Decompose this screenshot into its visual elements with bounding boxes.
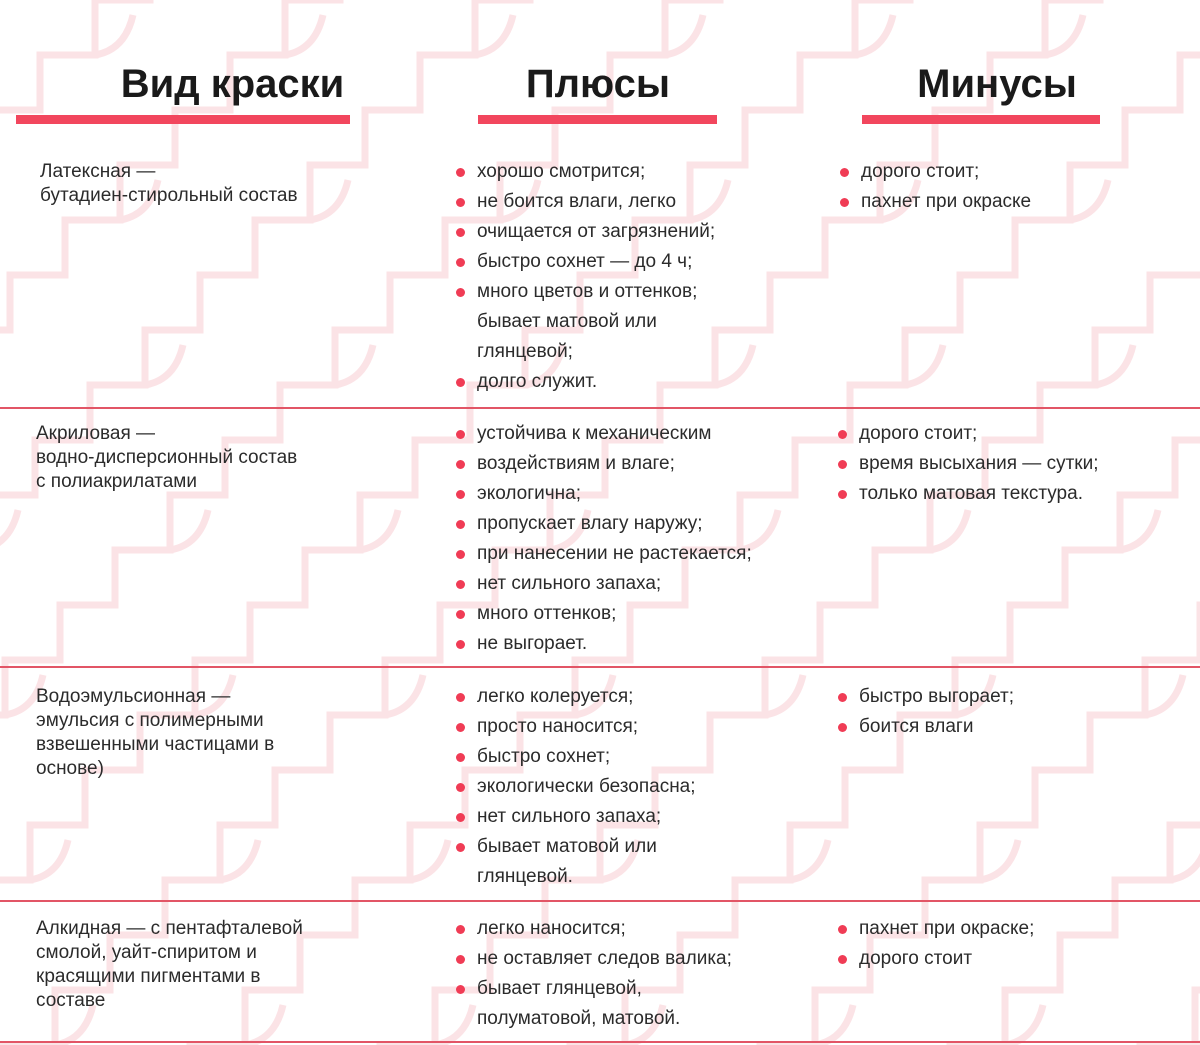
list-item bbox=[838, 914, 1034, 944]
list-item-text: много цветов и оттенков; bbox=[477, 281, 698, 302]
pros-list bbox=[456, 914, 732, 1034]
bullet-dot-icon bbox=[456, 378, 465, 387]
list-item bbox=[456, 974, 732, 1004]
list-item bbox=[456, 569, 752, 599]
list-item bbox=[456, 682, 696, 712]
list-item-text: пропускает влагу наружу; bbox=[477, 513, 703, 534]
list-item-text: пахнет при окраске; bbox=[859, 918, 1035, 939]
list-item-text: быстро сохнет — до 4 ч; bbox=[477, 251, 693, 272]
bullet-dot-icon bbox=[456, 925, 465, 934]
list-item bbox=[456, 157, 715, 187]
list-item bbox=[456, 187, 715, 217]
bullet-dot-icon bbox=[456, 955, 465, 964]
bullet-dot-icon bbox=[838, 723, 847, 732]
list-item-text: боится влаги bbox=[859, 716, 974, 737]
bullet-dot-icon bbox=[456, 783, 465, 792]
list-item-text: бывает матовой или bbox=[477, 836, 657, 857]
bullet-dot-icon bbox=[456, 198, 465, 207]
list-item bbox=[456, 944, 732, 974]
list-item bbox=[456, 367, 715, 397]
bullet-dot-icon bbox=[456, 693, 465, 702]
list-item-text: при нанесении не растекается; bbox=[477, 543, 752, 564]
row-divider bbox=[0, 407, 1200, 409]
list-item bbox=[456, 772, 696, 802]
paint-type-cell: Алкидная — с пентафталевой смолой, уайт-спиритом и красящими пигментами в составе bbox=[36, 918, 303, 1011]
list-item-text: воздействиям и влаге; bbox=[477, 453, 675, 474]
list-item bbox=[456, 862, 696, 892]
list-item-text: бывает матовой или bbox=[477, 311, 657, 332]
list-item-text: просто наносится; bbox=[477, 716, 639, 737]
list-item bbox=[456, 1004, 732, 1034]
list-item-text: очищается от загрязнений; bbox=[477, 221, 716, 242]
list-item-text: глянцевой. bbox=[477, 866, 573, 887]
bullet-dot-icon bbox=[456, 550, 465, 559]
pros-list bbox=[456, 419, 752, 659]
bullet-dot-icon bbox=[838, 460, 847, 469]
list-item bbox=[456, 479, 752, 509]
list-item-text: легко колеруется; bbox=[477, 686, 634, 707]
list-item bbox=[838, 712, 1014, 742]
list-item bbox=[838, 944, 1034, 974]
list-item bbox=[456, 419, 752, 449]
bullet-dot-icon bbox=[456, 985, 465, 994]
list-item-text: не выгорает. bbox=[477, 633, 588, 654]
column-header-pros: Плюсы bbox=[525, 62, 671, 106]
column-header-type: Вид краски bbox=[120, 62, 345, 106]
list-item-text: глянцевой; bbox=[477, 341, 573, 362]
bullet-dot-icon bbox=[456, 430, 465, 439]
list-item-text: дорого стоит bbox=[859, 948, 973, 969]
bullet-dot-icon bbox=[838, 693, 847, 702]
bullet-dot-icon bbox=[838, 925, 847, 934]
bullet-dot-icon bbox=[456, 723, 465, 732]
cons-list bbox=[838, 682, 1014, 742]
bullet-dot-icon bbox=[456, 580, 465, 589]
pros-list bbox=[456, 157, 715, 397]
list-item-text: устойчива к механическим bbox=[477, 423, 712, 444]
list-item bbox=[456, 539, 752, 569]
list-item-text: полуматовой, матовой. bbox=[477, 1008, 681, 1029]
list-item-text: только матовая текстура. bbox=[859, 483, 1083, 504]
list-item-text: быстро выгорает; bbox=[859, 686, 1015, 707]
list-item-text: бывает глянцевой, bbox=[477, 978, 642, 999]
list-item-text: легко наносится; bbox=[477, 918, 626, 939]
bullet-dot-icon bbox=[456, 258, 465, 267]
paint-type-cell: Акриловая — водно-дисперсионный состав с полиакрилатами bbox=[36, 423, 298, 492]
list-item-text: пахнет при окраске bbox=[861, 191, 1032, 212]
bullet-dot-icon bbox=[456, 753, 465, 762]
list-item bbox=[456, 629, 752, 659]
bullet-dot-icon bbox=[456, 168, 465, 177]
list-item bbox=[456, 509, 752, 539]
list-item-text: дорого стоит; bbox=[861, 161, 980, 182]
list-item-text: долго служит. bbox=[477, 371, 598, 392]
bullet-dot-icon bbox=[840, 198, 849, 207]
bullet-dot-icon bbox=[456, 228, 465, 237]
list-item bbox=[456, 742, 696, 772]
list-item-text: быстро сохнет; bbox=[477, 746, 611, 767]
list-item-text: не оставляет следов валика; bbox=[477, 948, 732, 969]
bullet-dot-icon bbox=[456, 520, 465, 529]
cons-list bbox=[838, 419, 1098, 509]
list-item-text: не боится влаги, легко bbox=[477, 191, 677, 212]
pros-list bbox=[456, 682, 696, 892]
list-item-text: экологически безопасна; bbox=[477, 776, 696, 797]
list-item bbox=[456, 307, 715, 337]
list-item-text: время высыхания — сутки; bbox=[859, 453, 1099, 474]
list-item bbox=[456, 277, 715, 307]
cons-list bbox=[838, 914, 1034, 974]
list-item bbox=[456, 802, 696, 832]
list-item bbox=[840, 157, 1031, 187]
list-item bbox=[456, 712, 696, 742]
column-header-cons: Минусы bbox=[917, 62, 1077, 106]
row-divider bbox=[0, 1041, 1200, 1043]
list-item bbox=[840, 187, 1031, 217]
bullet-dot-icon bbox=[456, 640, 465, 649]
list-item-text: много оттенков; bbox=[477, 603, 617, 624]
paint-type-cell: Латексная — бутадиен-стирольный состав bbox=[40, 161, 298, 206]
list-item bbox=[838, 419, 1098, 449]
bullet-dot-icon bbox=[456, 813, 465, 822]
list-item-text: дорого стоит; bbox=[859, 423, 978, 444]
list-item bbox=[456, 337, 715, 367]
bullet-dot-icon bbox=[838, 955, 847, 964]
bullet-dot-icon bbox=[456, 460, 465, 469]
row-divider bbox=[0, 900, 1200, 902]
list-item bbox=[838, 449, 1098, 479]
paint-type-cell: Водоэмульсионная — эмульсия с полимерными взвешенными частицами в основе) bbox=[36, 686, 275, 779]
list-item bbox=[456, 217, 715, 247]
bullet-dot-icon bbox=[456, 843, 465, 852]
bullet-dot-icon bbox=[840, 168, 849, 177]
bullet-dot-icon bbox=[456, 288, 465, 297]
list-item-text: нет сильного запаха; bbox=[477, 573, 662, 594]
cons-list bbox=[840, 157, 1031, 217]
list-item bbox=[838, 479, 1098, 509]
list-item-text: нет сильного запаха; bbox=[477, 806, 662, 827]
bullet-dot-icon bbox=[456, 490, 465, 499]
list-item bbox=[456, 832, 696, 862]
bullet-dot-icon bbox=[838, 490, 847, 499]
bullet-dot-icon bbox=[456, 610, 465, 619]
list-item bbox=[456, 599, 752, 629]
list-item bbox=[456, 449, 752, 479]
list-item bbox=[456, 247, 715, 277]
bullet-dot-icon bbox=[838, 430, 847, 439]
list-item bbox=[838, 682, 1014, 712]
list-item-text: хорошо смотрится; bbox=[477, 161, 646, 182]
list-item-text: экологична; bbox=[477, 483, 582, 504]
row-divider bbox=[0, 666, 1200, 668]
list-item bbox=[456, 914, 732, 944]
